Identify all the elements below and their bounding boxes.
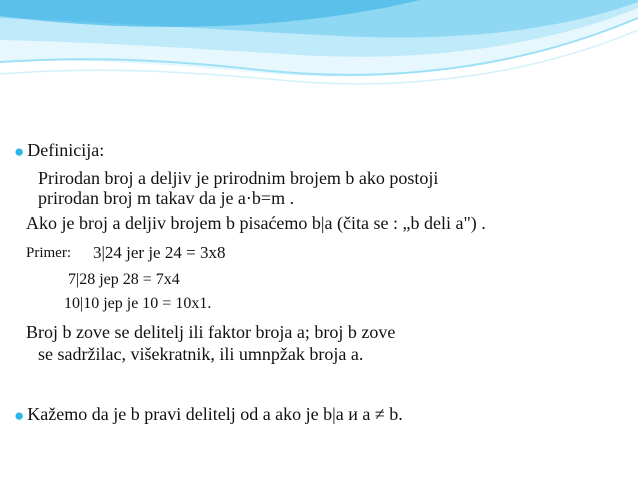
divisor-line-2: se sadržilac, višekratnik, ili umnpžak broja a.: [38, 344, 364, 364]
example-2: 7|28 jep 28 = 7x4: [68, 271, 180, 288]
bullet-dot-icon: ●: [14, 142, 25, 161]
notation-line: Ako je broj a deljiv brojem b pisaćemo b|a (čita se : „b deli a") .: [26, 213, 486, 233]
definition-line-1: Prirodan broj a deljiv je prirodnim brojem b ako postoji: [38, 168, 439, 188]
definition-line-2: prirodan broj m takav da je a·b=m .: [38, 188, 295, 208]
examples-label: Primer:: [26, 245, 71, 261]
decorative-wave-header: [0, 0, 638, 120]
bullet-proper-divisor: [14, 404, 403, 425]
divisor-line-1: Broj b zove se delitelj ili faktor broja a; broj b zove: [26, 322, 396, 342]
proper-divisor-text: Kažemo da je b pravi delitelj od a ako je b|a и a ≠ b.: [27, 404, 403, 424]
bullet-dot-icon: ●: [14, 406, 25, 425]
example-1: 3|24 jer je 24 = 3x8: [93, 243, 226, 262]
bullet-definition: [14, 140, 104, 161]
definition-heading: Definicija:: [27, 140, 105, 160]
example-3: 10|10 jep je 10 = 10x1.: [64, 295, 212, 312]
